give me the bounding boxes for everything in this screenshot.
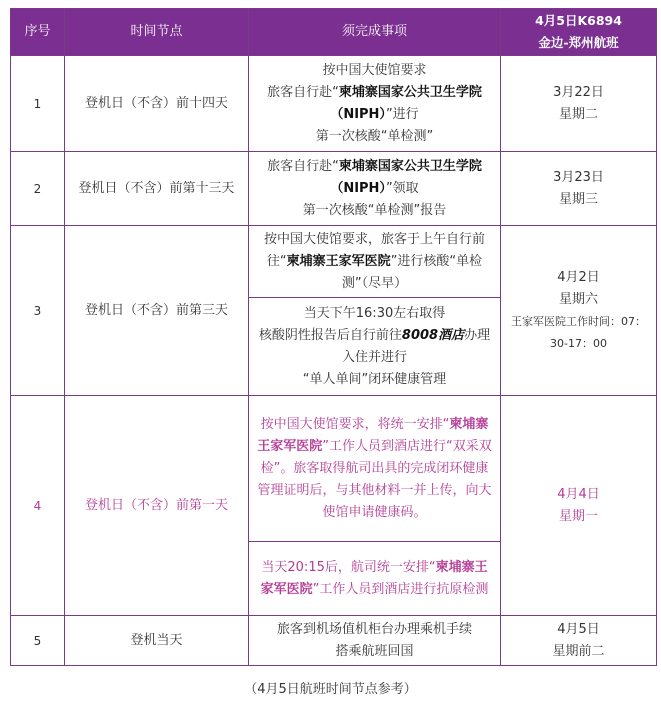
row-task (249, 56, 501, 152)
row-time-node: 登机日（不含）前第三天 (65, 226, 249, 396)
header-flight (501, 9, 657, 56)
row-time-node: 登机日（不含）前第十三天 (65, 152, 249, 226)
table-caption: （4月5日航班时间节点参考） (244, 682, 417, 697)
task-emphasis: 柬埔寨国家公共卫生学院（NIPH） (330, 158, 482, 196)
table-header-row (11, 9, 657, 56)
task-text: ”进行核酸“单检测”（尽早） (341, 253, 483, 291)
task-text: “单人单间”闭环健康管理 (302, 371, 447, 387)
header-flight-line1: 4月5日K6894 (535, 13, 622, 28)
row-date-cell (501, 152, 657, 226)
task-text: 按中国大使馆要求，将统一安排“ (260, 416, 450, 432)
table-row (11, 396, 657, 542)
row-time-node: 登机日（不含）前第一天 (65, 396, 249, 616)
row-task (249, 152, 501, 226)
task-text: 第一次核酸“单检测”报告 (302, 202, 447, 218)
header-tasks: 须完成事项 (249, 9, 501, 56)
row-number: 5 (11, 616, 65, 666)
task-text: 搭乘航班回国 (335, 643, 414, 659)
row-date: 4月4日 (557, 486, 600, 502)
task-emphasis: 柬埔寨王家军医院 (286, 253, 391, 269)
row-task (249, 542, 501, 616)
task-text: 当天下午16:30左右取得 (303, 305, 446, 321)
table-row (11, 616, 657, 666)
task-emphasis: 柬埔寨国家公共卫生学院（NIPH） (330, 84, 482, 122)
schedule-table (10, 8, 657, 666)
row-date: 3月22日 (553, 84, 604, 100)
row-number: 3 (11, 226, 65, 396)
header-number: 序号 (11, 9, 65, 56)
task-text: ”工作人员到酒店进行“双采双检”。旅客取得航司出具的完成闭环健康管理证明后，与其他材料一并上传，向大使馆申请健康码。 (257, 438, 492, 520)
task-text: ”领取 (385, 180, 419, 196)
row-task (249, 396, 501, 542)
schedule-table-wrapper (10, 8, 656, 666)
row-date-cell (501, 226, 657, 396)
task-text: 办理入住并进行 (341, 327, 491, 365)
row-date-cell (501, 616, 657, 666)
table-row (11, 56, 657, 152)
row-weekday: 星期三 (558, 191, 598, 207)
row-weekday: 星期一 (558, 508, 598, 524)
task-text: ”工作人员到酒店进行抗原检测 (312, 581, 489, 597)
row-date: 3月23日 (553, 169, 604, 185)
task-text: 当天20:15后，航司统一安排“ (261, 559, 436, 575)
row-time-node: 登机日（不含）前十四天 (65, 56, 249, 152)
task-text: 按中国大使馆要求，旅客于上午自行前往“ (263, 231, 485, 269)
task-text: 旅客到机场值机柜台办理乘机手续 (276, 621, 472, 637)
task-text: 第一次核酸“单检测” (315, 128, 434, 144)
row-time-node: 登机当天 (65, 616, 249, 666)
task-emphasis: 柬埔寨王家军医院 (257, 416, 489, 454)
row-note: 王家军医院工作时间：07：30-17：00 (511, 314, 646, 350)
table-row (11, 152, 657, 226)
header-flight-line2: 金边-郑州航班 (538, 35, 619, 50)
row-date-cell (501, 56, 657, 152)
task-text: 旅客自行赴“ (267, 84, 339, 100)
task-text: 核酸阴性报告后自行前往 (258, 327, 402, 343)
task-text: ”进行 (385, 106, 419, 122)
task-text: 旅客自行赴“ (267, 158, 339, 174)
task-emphasis: 柬埔寨王家军医院 (260, 559, 488, 597)
header-time-node: 时间节点 (65, 9, 249, 56)
row-date-cell (501, 396, 657, 616)
row-task (249, 616, 501, 666)
table-row (11, 226, 657, 298)
row-number: 1 (11, 56, 65, 152)
row-weekday: 星期二 (558, 106, 598, 122)
row-weekday: 星期六 (558, 291, 598, 307)
task-emphasis: 8008酒店 (401, 327, 465, 343)
row-task (249, 298, 501, 396)
task-text: 按中国大使馆要求 (322, 62, 427, 78)
row-number: 4 (11, 396, 65, 616)
row-date: 4月5日 (557, 621, 600, 637)
row-task (249, 226, 501, 298)
row-number: 2 (11, 152, 65, 226)
row-weekday: 星期前二 (552, 643, 605, 659)
row-date: 4月2日 (557, 269, 600, 285)
